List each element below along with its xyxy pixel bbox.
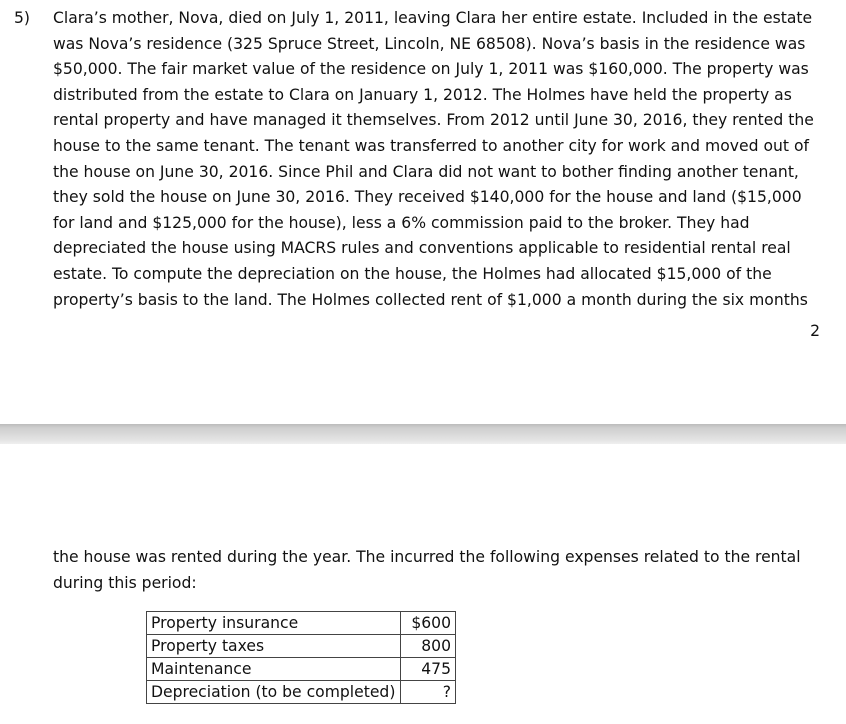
expense-label: Property insurance <box>147 612 401 635</box>
expense-amount: ? <box>401 681 456 704</box>
paragraph-line: estate. To compute the depreciation on the house, the Holmes had allocated $15,000 of the <box>53 264 772 283</box>
expense-amount: 800 <box>401 635 456 658</box>
table-row <box>147 612 456 635</box>
paragraph-line: distributed from the estate to Clara on January 1, 2012. The Holmes have held the property as <box>53 85 792 104</box>
paragraph-line: they sold the house on June 30, 2016. They received $140,000 for the house and land ($15,000 <box>53 188 802 207</box>
page-number: 2 <box>810 322 820 340</box>
table-row <box>147 635 456 658</box>
paragraph-line: the house on June 30, 2016. Since Phil and Clara did not want to bother finding another tenant, <box>53 162 799 181</box>
paragraph-line: during this period: <box>53 573 197 592</box>
expense-label: Maintenance <box>147 658 401 681</box>
paragraph-line: for land and $125,000 for the house), less a 6% commission paid to the broker. They had <box>53 213 750 232</box>
expense-amount: 475 <box>401 658 456 681</box>
paragraph-line: depreciated the house using MACRS rules and conventions applicable to residential rental real <box>53 239 791 258</box>
paragraph-line: was Nova’s residence (325 Spruce Street, Lincoln, NE 68508). Nova’s basis in the residence was <box>53 34 806 53</box>
expense-amount: $600 <box>401 612 456 635</box>
table-row <box>147 658 456 681</box>
paragraph-line: rental property and have managed it themselves. From 2012 until June 30, 2016, they rented the <box>53 111 814 130</box>
problem-number: 5) <box>14 9 31 27</box>
continued-paragraph <box>53 545 833 596</box>
table-row <box>147 681 456 704</box>
paragraph-line: the house was rented during the year. The incurred the following expenses related to the rental <box>53 548 801 566</box>
expense-label: Property taxes <box>147 635 401 658</box>
paragraph-line: house to the same tenant. The tenant was transferred to another city for work and moved out of <box>53 136 809 155</box>
document-page-2 <box>0 444 846 724</box>
problem-paragraph <box>53 6 833 313</box>
expense-table <box>146 611 456 704</box>
expense-label: Depreciation (to be completed) <box>147 681 401 704</box>
paragraph-line: $50,000. The fair market value of the residence on July 1, 2011 was $160,000. The property was <box>53 60 809 79</box>
paragraph-line: property’s basis to the land. The Holmes collected rent of $1,000 a month during the six months <box>53 290 808 309</box>
page-separator <box>0 424 846 444</box>
paragraph-line: Clara’s mother, Nova, died on July 1, 2011, leaving Clara her entire estate. Included in the estate <box>53 9 813 27</box>
